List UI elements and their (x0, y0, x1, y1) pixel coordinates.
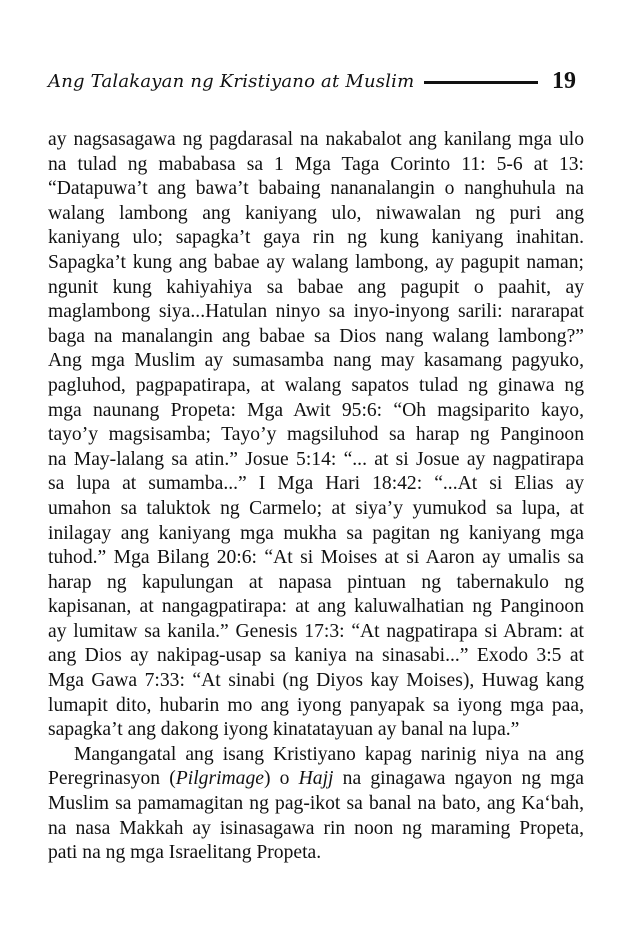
paragraph-1 (48, 128, 584, 743)
paragraph-2-line: Mangangatal ang isang Kristiyano kapag narinig niya na ang (74, 743, 584, 765)
text-segment: ) o (263, 768, 299, 790)
paragraph-2 (48, 743, 584, 866)
text-line: pagluhod, pagpapatirapa, at walang sapatos tulad ng ginawa ng (48, 374, 584, 396)
paragraph-2-line (48, 767, 584, 792)
text-line: kapisanan, at nangagpatirapa: at ang kaluwalhatian ng Panginoon (48, 596, 584, 618)
text-line: mga naunang Propeta: Mga Awit 95:6: “Oh magsiparito kayo, (48, 399, 584, 421)
text-line: maglambong siya...Hatulan ninyo sa inyo-inyong sarili: nararapat (48, 301, 584, 323)
text-line: sa lupa at sumamba...” I Mga Hari 18:42: “...At si Elias ay (48, 473, 584, 495)
text-line: lumapit dito, hubarin mo ang iyong panyapak sa iyong mga paa, (48, 694, 584, 716)
italic-term: Hajj (298, 768, 334, 790)
text-line: ay nagsasagawa ng pagdarasal na nakabalot ang kanilang mga ulo (48, 129, 584, 150)
text-line: “Datapuwa’t ang bawa’t babaing nananalangin o nanghuhula na (48, 178, 584, 200)
text-line: walang lambong ang kaniyang ulo, niwawalan ng puri ang (48, 202, 584, 224)
text-line: Ang mga Muslim ay sumasamba nang may kasamang pagyuko, (48, 350, 584, 372)
body-text (48, 128, 584, 866)
text-line: na tulad ng mababasa sa 1 Mga Taga Corinto 11: 5-6 at 13: (48, 153, 584, 175)
text-line: Sapagka’t kung ang babae ay walang lambong, ay pagupit naman; (48, 251, 584, 273)
page-number: 19 (552, 67, 576, 94)
header-rule (424, 81, 538, 84)
text-line: Mga Gawa 7:33: “At sinabi (ng Diyos kay Moises), Huwag kang (48, 670, 584, 692)
text-line: ay lumitaw sa kanila.” Genesis 17:3: “At nagpatirapa si Abram: at (48, 620, 584, 642)
text-line: inilagay ang kaniyang mga mukha sa pagitan ng kaniyang mga (48, 522, 584, 544)
text-line: na nasa Makkah ay isinasagawa rin noon ng maraming Propeta, (48, 817, 584, 839)
text-line: umahon sa taluktok ng Carmelo; at siya’y yumukod sa lupa, at (48, 497, 584, 519)
text-line: tayo’y magsisamba; Tayo’y magsiluhod sa harap ng Panginoon (48, 424, 584, 446)
text-line: pati na ng mga Israelitang Propeta. (48, 842, 322, 864)
text-line: ngunit kung kahiyahiya sa babae ang pagupit o paahit, ay (48, 276, 584, 298)
text-line: kaniyang ulo; sapagka’t gaya rin ng kung kaniyang inahitan. (48, 227, 584, 249)
text-line: na May-lalang sa atin.” Josue 5:14: “... at si Josue ay nagpatirapa (48, 448, 584, 470)
text-line: harap ng kapulungan at napasa pintuan ng tabernakulo ng (48, 571, 584, 593)
text-segment: Peregrinasyon ( (48, 768, 176, 790)
text-line: sapagka’t ang dakong iyong kinatatayuan ay banal na lupa.” (48, 719, 520, 741)
paragraph-2-rest (48, 792, 584, 866)
text-line: baga na manalangin ang babae sa Dios nang walang lambong?” (48, 325, 584, 347)
text-line: ang Dios ay nakipag-usap sa kaniya na sinasabi...” Exodo 3:5 at (48, 645, 584, 667)
text-segment: na ginagawa ngayon ng mga (333, 768, 584, 790)
running-header (48, 64, 576, 98)
text-line: tuhod.” Mga Bilang 20:6: “At si Moises at si Aaron ay umalis sa (48, 547, 584, 569)
italic-term: Pilgrimage (175, 768, 264, 790)
header-title: Ang Talakayan ng Kristiyano at Muslim (48, 70, 415, 92)
text-line: Muslim sa pamamagitan ng pag-ikot sa banal na bato, ang Ka‘bah, (48, 793, 584, 815)
